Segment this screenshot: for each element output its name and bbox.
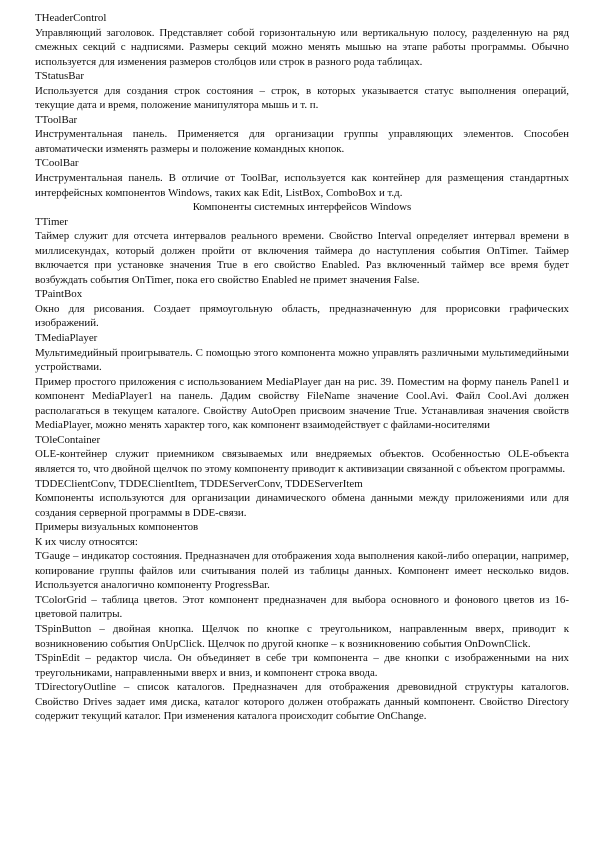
- paragraph-tmediaplayer-description: Мультимедийный проигрыватель. С помощью этого компонента можно управлять различными мультимедийными устройствами.: [35, 346, 569, 374]
- paragraph-intro-list: К их числу относятся:: [35, 535, 138, 548]
- heading-visual-components-examples: Примеры визуальных компонентов: [35, 521, 199, 534]
- heading-ttoolbar: TToolBar: [35, 113, 78, 126]
- paragraph-tdirectoryoutline: TDirectoryOutline – список каталогов. Предназначен для отображения древовидной структуры каталогов. Свойство Drives задает имя диска, каталог которого должен отображать данный компонент. Свойство Directory содержит текущий каталог. При изменения каталога происходит событие OnChange.: [35, 681, 569, 723]
- paragraph-ttimer-description: Таймер служит для отсчета интервалов реального времени. Свойство Interval определяет интервал времени в миллисекундах, который должен пройти от включения таймера до наступления события OnTimer. Таймер включается при установке значения True в его свойство Enabled. Раз включенный таймер все время будет возбуждать события OnTimer, пока его свойство Enabled не примет значения False.: [35, 230, 569, 286]
- paragraph-tcoolbar-description: Инструментальная панель. В отличие от ToolBar, используется как контейнер для размещения стандартных интерфейсных компонентов Windows, таких как Edit, ListBox, ComboBox и т.д.: [35, 172, 569, 199]
- paragraph-tolecontainer-description: OLE-контейнер служит приемником связываемых или внедряемых объектов. Особенностью OLE-объекта является то, что двойной щелчок по этому компоненту приводит к активизации связанной с объектом программы.: [35, 448, 569, 475]
- heading-tcoolbar: TCoolBar: [35, 157, 79, 170]
- heading-ttimer: TTimer: [35, 215, 68, 228]
- heading-tmediaplayer: TMediaPlayer: [35, 332, 98, 345]
- paragraph-tspinbutton: TSpinButton – двойная кнопка. Щелчок по кнопке с треугольником, направленным вверх, приводит к возникновению события OnUpClick. Щелчок по другой кнопке – к возникновению события OnDownClick.: [35, 622, 569, 650]
- paragraph-tpaintbox-description: Окно для рисования. Создает прямоугольную область, предназначенную для прорисовки графических изображений.: [35, 302, 569, 330]
- paragraph-theadercontrol-description: Управляющий заголовок. Представляет собой горизонтальную или вертикальную полосу, разделенную на ряд смежных секций с надписями. Размеры секций можно менять мышью на этапе работы программы. Обычно используется для изменения размеров столбцов или строк в разного рода таблицах.: [35, 26, 569, 68]
- paragraph-tstatusbar-description: Используется для создания строк состояния – строк, в которых указывается статус выполнения операций, текущие дата и время, положение манипулятора мышь и т. п.: [35, 84, 569, 112]
- paragraph-tspinedit: TSpinEdit – редактор числа. Он объединяет в себе три компонента – две кнопки с изображенными на них треугольниками, направленными вверх и вниз, и компонент строка ввода.: [35, 652, 569, 679]
- heading-tstatusbar: TStatusBar: [35, 70, 85, 83]
- document-page: [35, 11, 569, 724]
- heading-tolecontainer: TOleContainer: [35, 433, 101, 446]
- heading-theadercontrol: THeaderControl: [35, 12, 107, 24]
- heading-tdde-components: TDDEClientConv, TDDEClientItem, TDDEServerConv, TDDEServerItem: [35, 477, 363, 490]
- paragraph-mediaplayer-example: Пример простого приложения с использованием MediaPlayer дан на рис. 39. Поместим на форму панель Panel1 и компонент MediaPlayer1 на панель. Дадим свойству FileName значение Cool.Avi. Файл Cool.Avi должен располагаться в текущем каталоге. Свойству AutoOpen присвоим значение True. Устанавливая значения свойств MediaPlayer, можно менять характер того, как компонент взаимодействует с файлами-носителями: [35, 375, 569, 432]
- paragraph-tgauge: TGauge – индикатор состояния. Предназначен для отображения хода выполнения какой-либо операции, например, копирование группы файлов или считывания полей из таблицы данных. Компонент имеет несколько видов. Используется аналогично компоненту ProgressBar.: [35, 550, 569, 592]
- paragraph-ttoolbar-description: Инструментальная панель. Применяется для организации группы управляющих элементов. Способен автоматически изменять размеры и положение командных кнопок.: [35, 128, 569, 155]
- paragraph-tcolorgrid: TColorGrid – таблица цветов. Этот компонент предназначен для выбора основного и фонового цветов из 16-цветовой палитры.: [35, 593, 569, 621]
- paragraph-tdde-description: Компоненты используются для организации динамического обмена данными между приложениями или для создания серверной программы в DDE-связи.: [35, 492, 569, 519]
- section-title-system-interfaces: Компоненты системных интерфейсов Windows: [192, 201, 412, 214]
- heading-tpaintbox: TPaintBox: [35, 288, 83, 301]
